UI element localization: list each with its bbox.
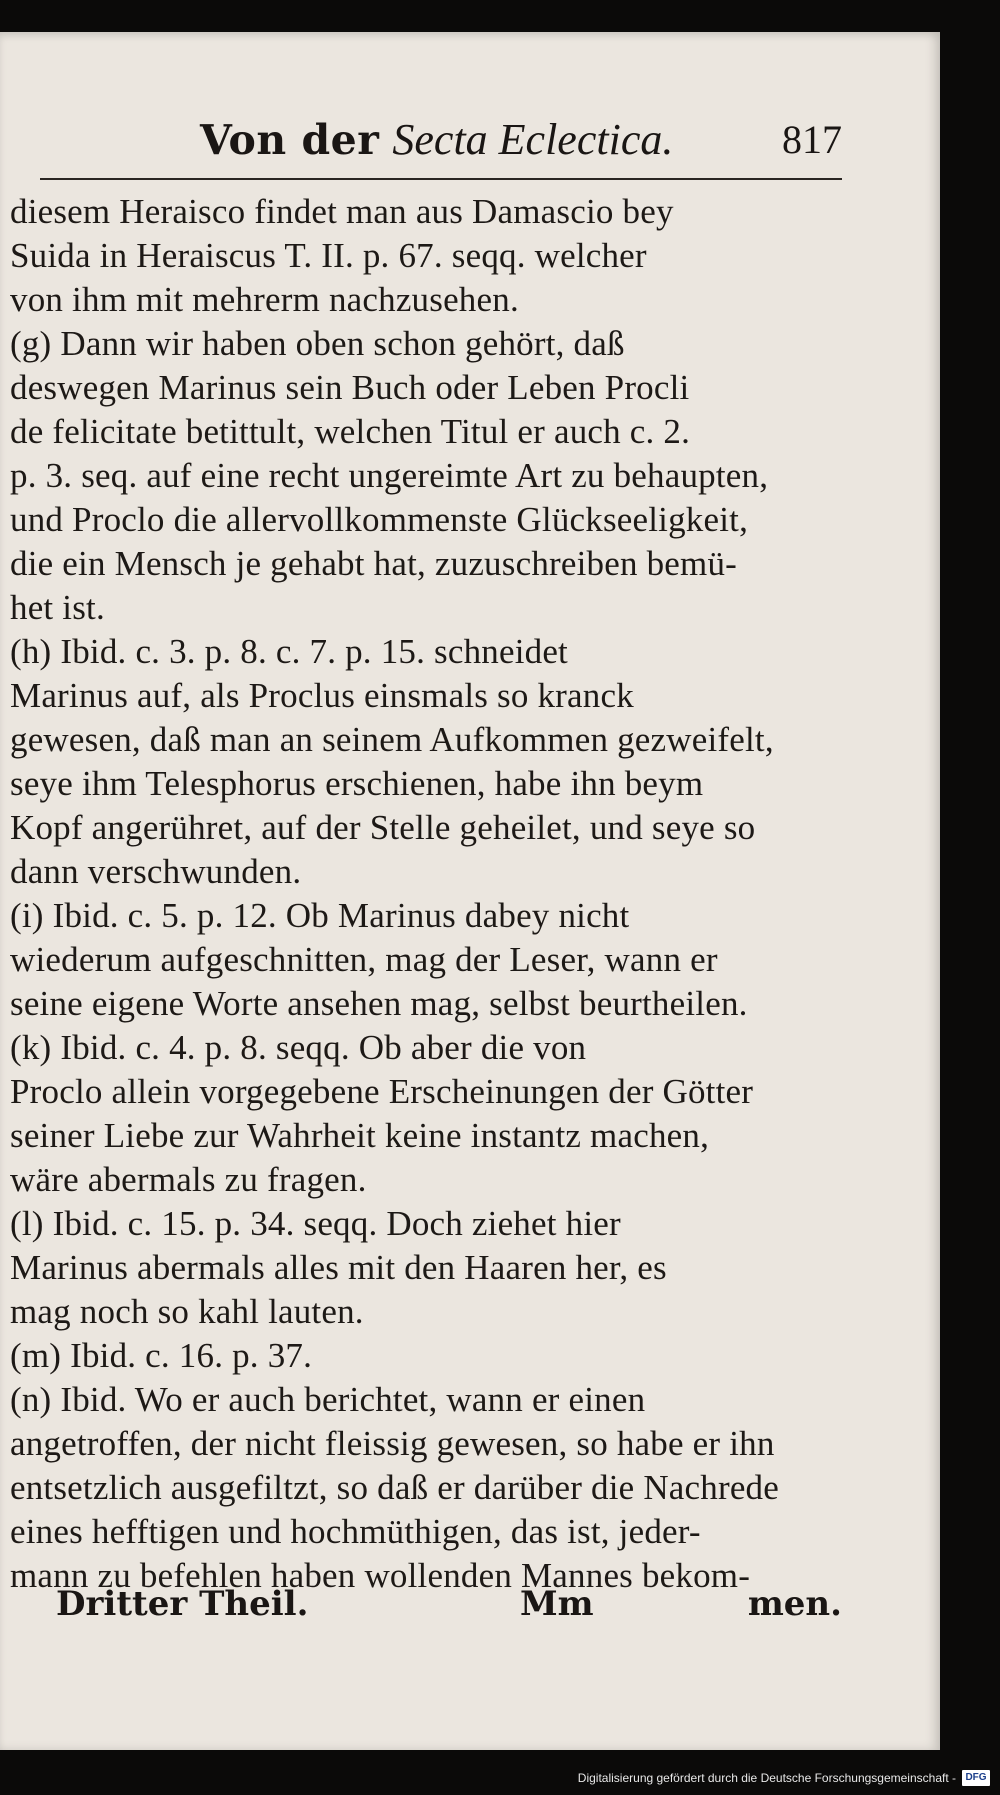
text-line: Proclo allein vorgegebene Erscheinungen der Götter xyxy=(10,1072,754,1111)
signature-mark: Mm xyxy=(520,1584,594,1624)
text-line: seye ihm Telesphorus erschienen, habe ihn beym xyxy=(10,764,704,803)
text-line: (l) Ibid. c. 15. p. 34. seqq. Doch ziehet hier xyxy=(10,1204,621,1243)
footnote-text xyxy=(10,190,842,1598)
text-line: seine eigene Worte ansehen mag, selbst beurtheilen. xyxy=(10,984,748,1023)
text-line: Kopf angerühret, auf der Stelle geheilet, und seye so xyxy=(10,808,756,847)
digitization-credit xyxy=(578,1767,990,1789)
text-line: eines hefftigen und hochmüthigen, das ist, jeder- xyxy=(10,1512,701,1551)
dfg-logo-icon: DFG xyxy=(962,1770,990,1786)
text-line: von ihm mit mehrerm nachzusehen. xyxy=(10,280,519,319)
text-line: (h) Ibid. c. 3. p. 8. c. 7. p. 15. schneidet xyxy=(10,632,568,671)
text-line: diesem Heraisco findet man aus Damascio bey xyxy=(10,192,674,231)
text-line: entsetzlich ausgefiltzt, so daß er darüber die Nachrede xyxy=(10,1468,779,1507)
text-line: het ist. xyxy=(10,588,105,627)
text-line: Suida in Heraiscus T. II. p. 67. seqq. welcher xyxy=(10,236,647,275)
text-line: (g) Dann wir haben oben schon gehört, daß xyxy=(10,324,625,363)
text-line: Marinus abermals alles mit den Haaren her, es xyxy=(10,1248,667,1287)
text-line: (m) Ibid. c. 16. p. 37. xyxy=(10,1336,313,1375)
text-line: dann verschwunden. xyxy=(10,852,302,891)
text-line: gewesen, daß man an seinem Aufkommen gezweifelt, xyxy=(10,720,774,759)
text-line: p. 3. seq. auf eine recht ungereimte Art zu behaupten, xyxy=(10,456,769,495)
running-title-italic: Secta Eclectica. xyxy=(392,115,674,164)
page-footer xyxy=(56,1578,842,1630)
text-line: angetroffen, der nicht fleissig gewesen, so habe er ihn xyxy=(10,1424,775,1463)
running-title-gothic: Von der xyxy=(200,116,380,164)
text-line: (i) Ibid. c. 5. p. 12. Ob Marinus dabey nicht xyxy=(10,896,630,935)
text-line: wiederum aufgeschnitten, mag der Leser, wann er xyxy=(10,940,718,979)
text-line: deswegen Marinus sein Buch oder Leben Procli xyxy=(10,368,690,407)
text-line: (n) Ibid. Wo er auch berichtet, wann er einen xyxy=(10,1380,646,1419)
text-line: die ein Mensch je gehabt hat, zuzuschreiben bemü- xyxy=(10,544,738,583)
text-line: wäre abermals zu fragen. xyxy=(10,1160,367,1199)
text-line: seiner Liebe zur Wahrheit keine instantz machen, xyxy=(10,1116,710,1155)
text-line: mag noch so kahl lauten. xyxy=(10,1292,364,1331)
text-line: mann zu befehlen haben wollenden Mannes bekom- xyxy=(10,1556,751,1595)
credit-text: Digitalisierung gefördert durch die Deutsche Forschungsgemeinschaft - xyxy=(577,1771,956,1785)
catchword: men. xyxy=(747,1584,842,1624)
text-line: und Proclo die allervollkommenste Glückseeligkeit, xyxy=(10,500,749,539)
page-number: 817 xyxy=(782,117,842,162)
text-line: (k) Ibid. c. 4. p. 8. seqq. Ob aber die von xyxy=(10,1028,587,1067)
text-line: Marinus auf, als Proclus einsmals so kranck xyxy=(10,676,634,715)
book-page xyxy=(0,32,940,1750)
text-line: de felicitate betittult, welchen Titul er auch c. 2. xyxy=(10,412,691,451)
running-title xyxy=(200,98,673,182)
running-header xyxy=(40,94,842,180)
signature-line: Dritter Theil. xyxy=(56,1584,309,1624)
